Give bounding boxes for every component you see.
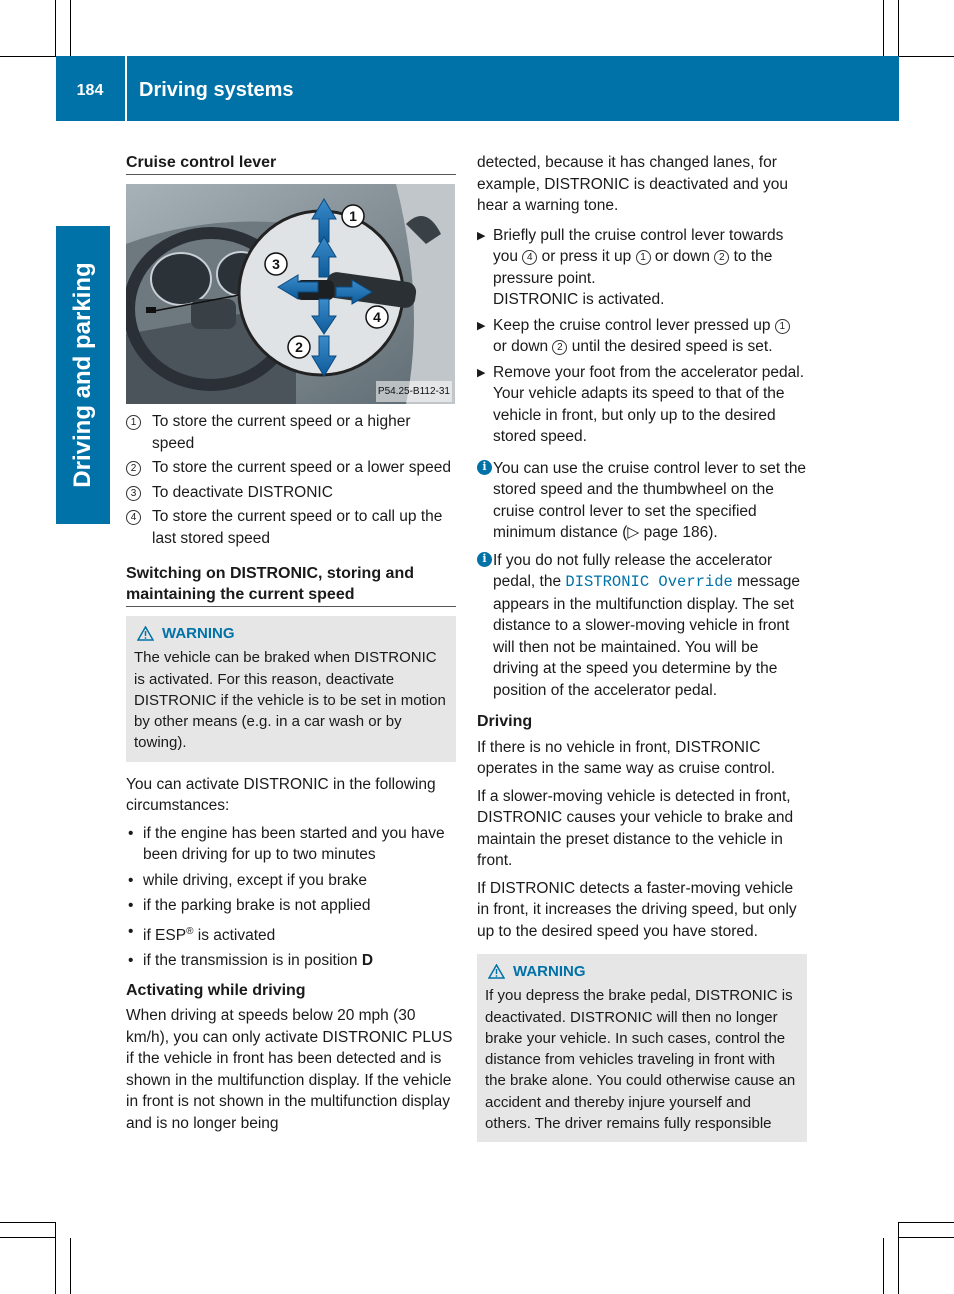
list-item: • if the engine has been started and you have been driving for up to two minutes: [126, 823, 456, 866]
info-icon: i: [477, 552, 492, 567]
paragraph: If a slower-moving vehicle is detected in front, DISTRONIC causes your vehicle to brake and maintain the preset distance to the vehicle in front.: [477, 787, 794, 869]
crop-mark: [70, 1238, 71, 1294]
page-header: [56, 56, 899, 121]
list-item-text: To store the current speed or a lower speed: [152, 459, 451, 476]
list-item-text: To deactivate DISTRONIC: [152, 483, 333, 501]
step-item: [477, 225, 807, 311]
conditions-list: [126, 823, 456, 972]
list-item: • if ESP® is activated: [126, 921, 456, 947]
heading-cruise-control-lever: Cruise control lever: [126, 152, 456, 175]
page-number: 184: [76, 81, 104, 99]
crop-mark: [883, 0, 884, 56]
heading-driving: Driving: [477, 713, 533, 730]
crop-mark: [898, 1222, 899, 1294]
numbered-circle: 1: [126, 415, 141, 430]
list-item: • while driving, except if you brake: [126, 870, 456, 892]
callout-3: 3: [272, 256, 280, 272]
info-text: You can use the cruise control lever to set the stored speed and the thumbwheel on the cruise control lever to set the specified minimum distance (▷ page 186).: [493, 459, 807, 541]
warning-label: WARNING: [162, 625, 235, 642]
chapter-tab-label: Driving and parking: [69, 262, 96, 488]
paragraph: If DISTRONIC detects a faster-moving vehicle in front, it increases the driving speed, but only up to the desired speed you have stored.: [477, 879, 797, 940]
crop-mark: [899, 56, 954, 57]
steps-list: [477, 225, 807, 448]
gear-position: D: [361, 952, 374, 970]
list-item-text: To store the current speed or a higher speed: [152, 413, 411, 452]
warning-title: [485, 961, 799, 982]
figure-code: P54.25-B112-31: [376, 381, 452, 403]
list-item-text: if the transmission is in position D: [143, 952, 374, 970]
warning-box: [477, 954, 807, 1142]
crop-mark: [0, 56, 56, 57]
list-item: • if the parking brake is not applied: [126, 895, 456, 917]
cruise-lever-figure: [126, 184, 455, 404]
list-item-text: To store the current speed or to call up the last stored speed: [152, 508, 443, 547]
warning-triangle-icon: [488, 964, 505, 979]
step-result: Your vehicle adapts its speed to that of the vehicle in front, but only up to the desired stored speed.: [493, 385, 785, 445]
crop-mark: [883, 1238, 884, 1294]
crop-mark: [899, 1237, 954, 1238]
crop-mark: [898, 0, 899, 56]
list-item: • if the transmission is in position D: [126, 950, 456, 972]
list-item-text: if the engine has been started and you have been driving for up to two minutes: [143, 824, 445, 864]
step-arrow-icon: ▶: [477, 229, 486, 242]
step-text: Remove your foot from the accelerator pedal. Your vehicle adapts its speed to that of the vehicle in front, but only up to the desired stored speed.: [493, 363, 805, 445]
section-title: Driving systems: [139, 79, 294, 101]
step-item: [477, 362, 807, 448]
step-text: Briefly pull the cruise control lever towards you 4 or press it up 1 or down 2 to the pressure point. DISTRONIC is activated.: [493, 226, 784, 308]
crop-mark: [0, 1237, 56, 1238]
crop-mark: [55, 0, 56, 56]
callout-1: 1: [349, 208, 357, 224]
crop-mark: [0, 1222, 56, 1223]
cruise-lever-illustration: [126, 184, 455, 404]
callout-2: 2: [295, 339, 303, 355]
warning-label: WARNING: [513, 963, 586, 980]
step-result: DISTRONIC is activated.: [493, 291, 665, 308]
header-divider: [125, 56, 127, 121]
heading-switching-on-distronic: Switching on DISTRONIC, storing and maintaining the current speed: [126, 563, 456, 607]
info-text: If you do not fully release the accelerator pedal, the DISTRONIC Override message appears in the multifunction display. The set distance to a slower-moving vehicle in front will then not be maintained. You will be driving at the speed you determine by the position of the accelerator pedal.: [493, 551, 801, 699]
step-item: [477, 315, 807, 358]
warning-triangle-icon: [137, 626, 154, 641]
warning-text: The vehicle can be braked when DISTRONIC is activated. For this reason, deactivate DISTRONIC if the vehicle is to be set in motion by other means (e.g. in a car wash or by towing).: [134, 649, 446, 752]
list-item-text: if the parking brake is not applied: [143, 897, 371, 915]
info-note: [477, 550, 807, 702]
list-item-text: while driving, except if you brake: [143, 871, 368, 889]
registered-mark: ®: [186, 925, 194, 937]
list-item: [126, 506, 456, 549]
info-note: [477, 458, 807, 544]
numbered-circle: 4: [126, 510, 141, 525]
numbered-circle: 2: [126, 461, 141, 476]
crop-mark: [55, 1222, 56, 1294]
paragraph: When driving at speeds below 20 mph (30 km/h), you can only activate DISTRONIC PLUS if the vehicle in front has been detected and is shown in the multifunction display. If the vehicle in front is not shown in the multifunction display and is no longer being: [126, 1007, 453, 1132]
list-item: [126, 457, 456, 479]
info-icon: i: [477, 460, 492, 475]
step-text: Keep the cruise control lever pressed up 1 or down 2 until the desired speed is set.: [493, 315, 807, 358]
step-arrow-icon: ▶: [477, 319, 486, 332]
callout-4: 4: [373, 309, 381, 325]
list-item: [126, 411, 456, 454]
numbered-circle: 3: [126, 486, 141, 501]
list-item-text: if ESP® is activated: [143, 925, 276, 944]
paragraph: detected, because it has changed lanes, for example, DISTRONIC is deactivated and you hear a warning tone.: [477, 154, 788, 214]
warning-text: If you depress the brake pedal, DISTRONIC is deactivated. DISTRONIC will then no longer brake your vehicle. In such cases, control the distance from vehicles traveling in front with the brake alone. You could otherwise cause an accident and thereby injure yourself and others. The driver remains fully responsible: [485, 987, 796, 1133]
crop-mark: [70, 0, 71, 56]
warning-title: [134, 623, 448, 644]
paragraph: You can activate DISTRONIC in the following circumstances:: [126, 775, 436, 815]
paragraph: If there is no vehicle in front, DISTRONIC operates in the same way as cruise control.: [477, 738, 776, 777]
list-item: [126, 482, 456, 504]
heading-activating-while-driving: Activating while driving: [126, 981, 306, 999]
warning-box: [126, 616, 456, 762]
left-column: [126, 152, 456, 1140]
crop-mark: [899, 1222, 954, 1223]
right-column: [477, 152, 807, 1154]
chapter-tab: [56, 226, 110, 524]
step-arrow-icon: ▶: [477, 366, 486, 379]
lever-functions-list: [126, 411, 456, 549]
display-message: DISTRONIC Override: [565, 573, 733, 591]
